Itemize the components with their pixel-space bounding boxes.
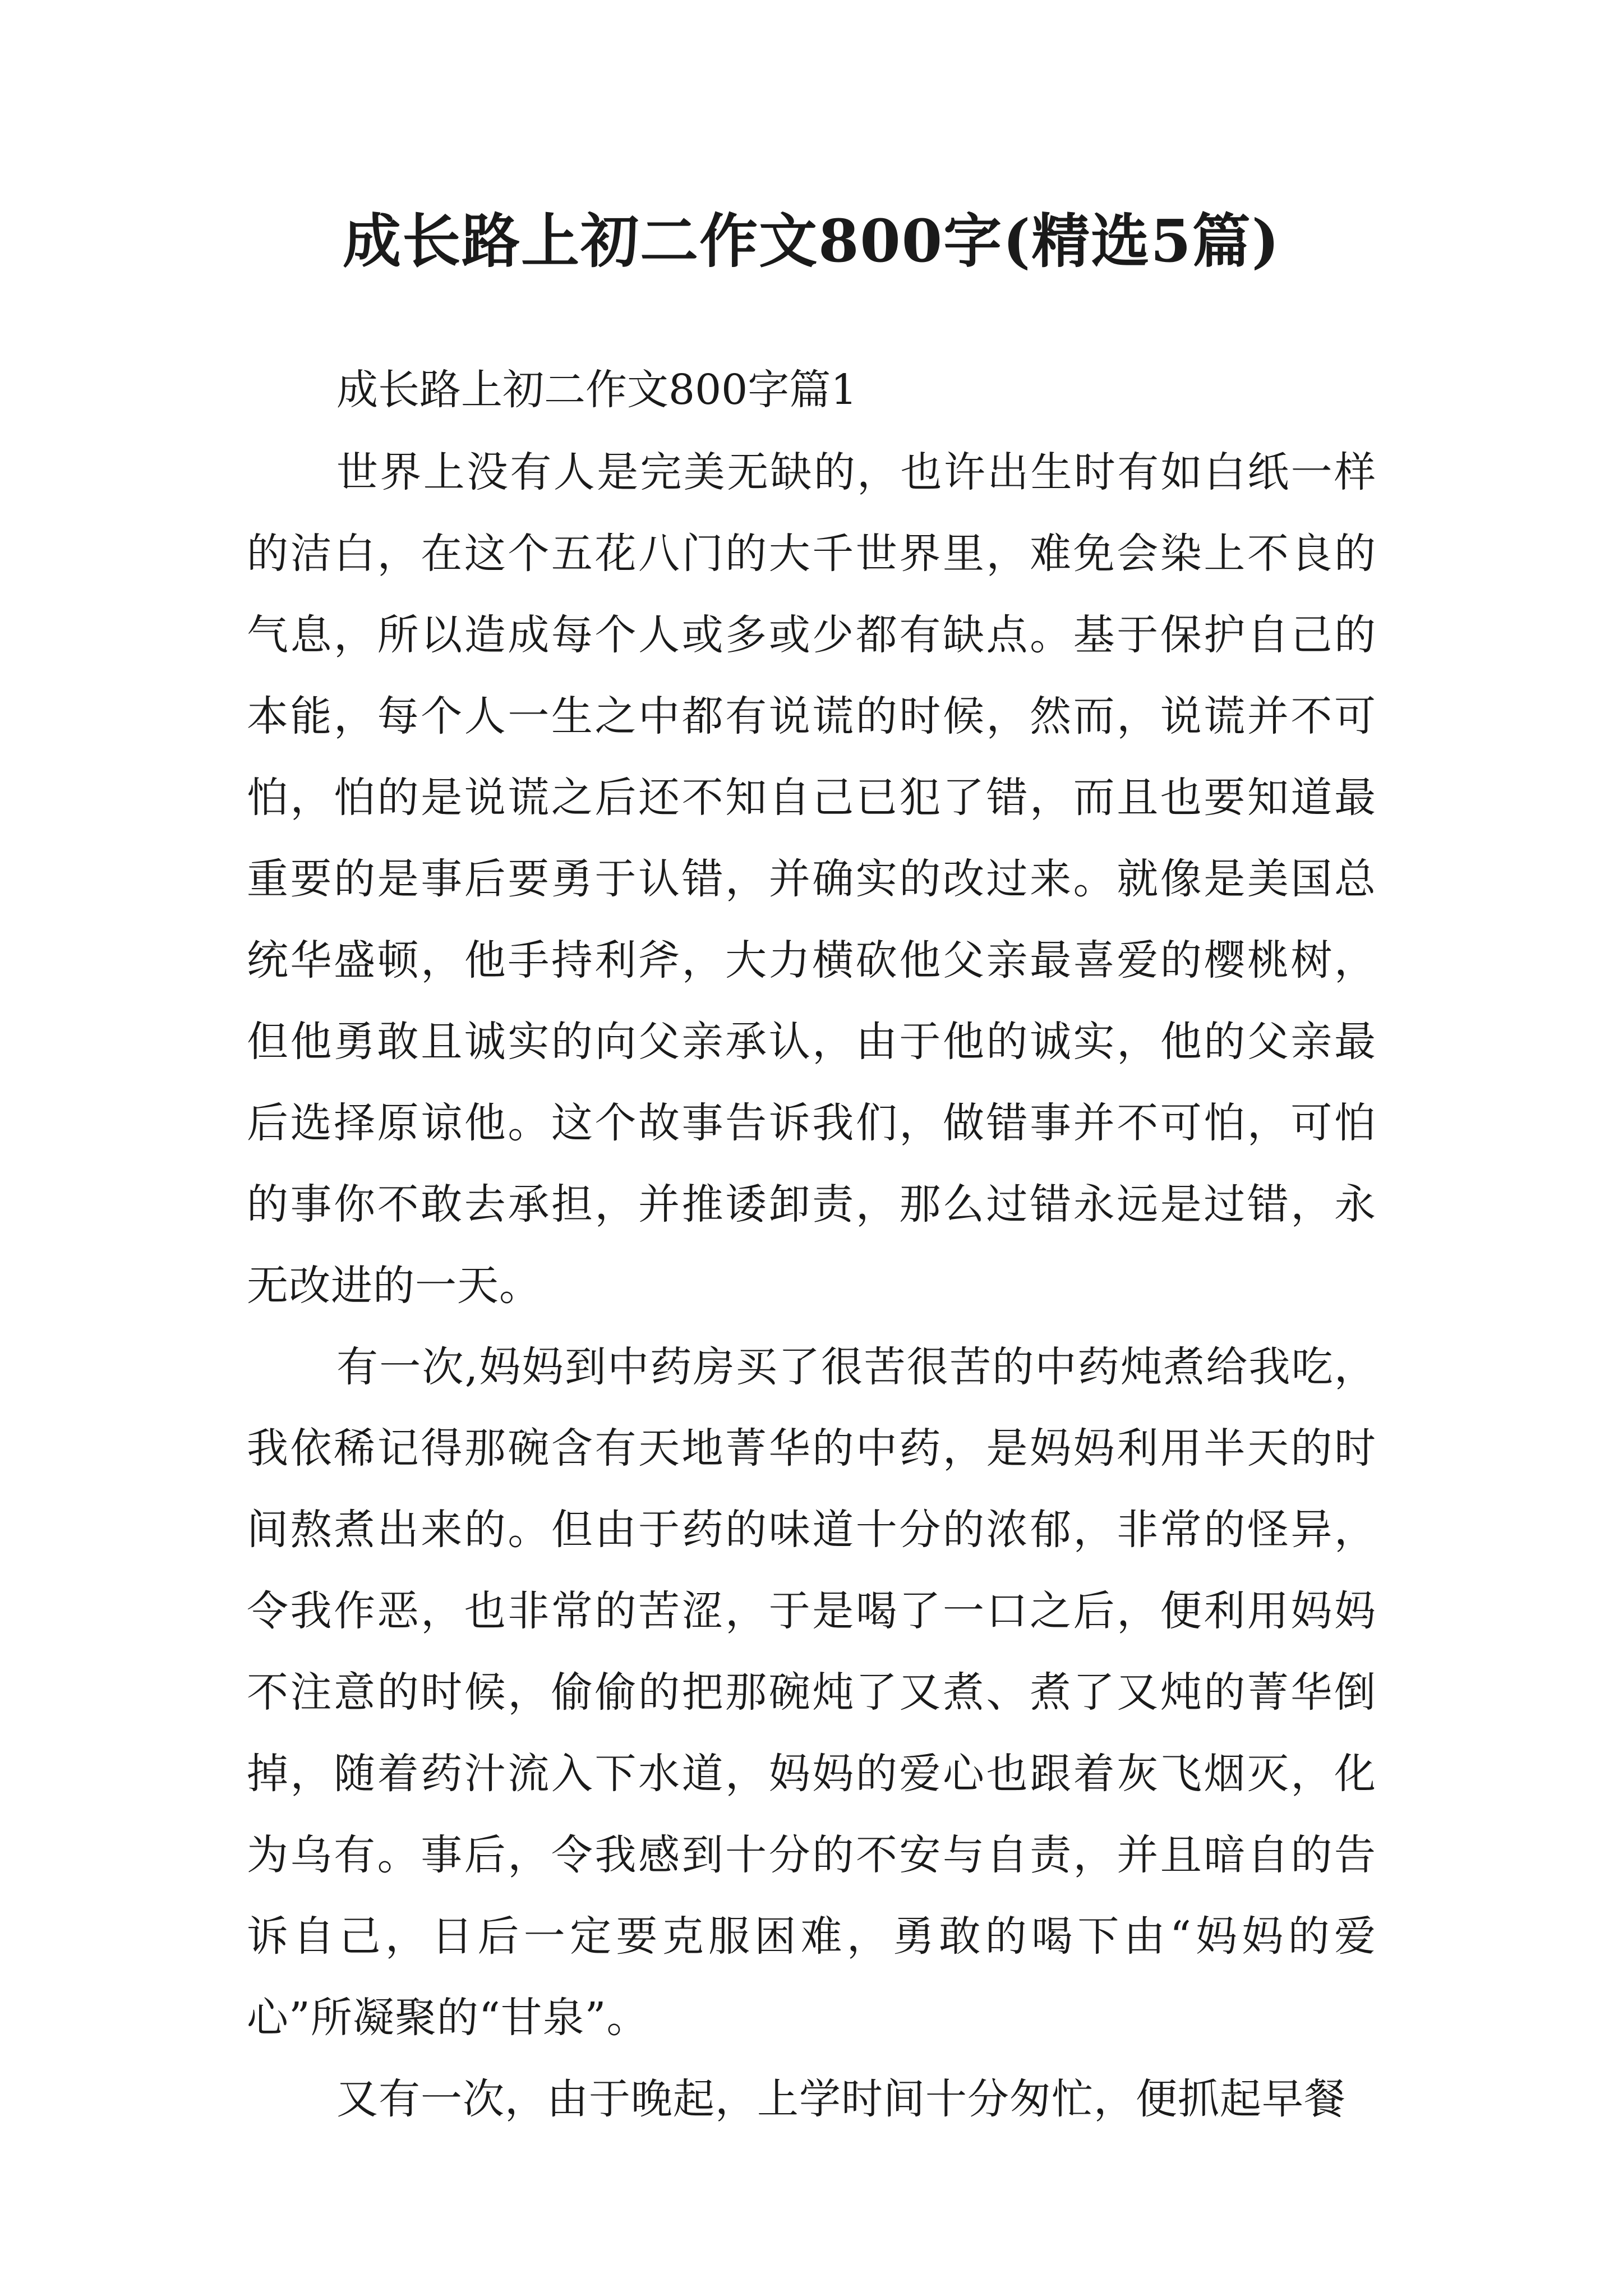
body-paragraph-3: 又有一次，由于晚起，上学时间十分匆忙，便抓起早餐 <box>336 2075 1346 2123</box>
document-body <box>247 348 1376 2140</box>
body-paragraph-2: 有一次,妈妈到中药房买了很苦很苦的中药炖煮给我吃，我依稀记得那碗含有天地菁华的中药，是妈妈利用半天的时间熬煮出来的。但由于药的味道十分的浓郁，非常的怪异，令我作恶，也非常的苦涩，于是喝了一口之后，便利用妈妈不注意的时候，偷偷的把那碗炖了又煮、煮了又炖的菁华倒掉，随着药汁流入下水道，妈妈的爱心也跟着灰飞烟灭，化为乌有。事后，令我感到十分的不安与自责，并且暗自的告诉自己，日后一定要克服困难，勇敢的喝下由“妈妈的爱心”所凝聚的“甘泉”。 <box>247 1343 1376 2042</box>
body-paragraph-1: 世界上没有人是完美无缺的，也许出生时有如白纸一样的洁白，在这个五花八门的大千世界里，难免会染上不良的气息，所以造成每个人或多或少都有缺点。基于保护自己的本能，每个人一生之中都有说谎的时候，然而，说谎并不可怕，怕的是说谎之后还不知自己已犯了错，而且也要知道最重要的是事后要勇于认错，并确实的改过来。就像是美国总统华盛顿，他手持利斧，大力横砍他父亲最喜爱的樱桃树，但他勇敢且诚实的向父亲承认，由于他的诚实，他的父亲最后选择原谅他。这个故事告诉我们，做错事并不可怕，可怕的事你不敢去承担，并推诿卸责，那么过错永远是过错，永无改进的一天。 <box>247 448 1376 1310</box>
document-title: 成长路上初二作文800字(精选5篇) <box>343 206 1280 275</box>
section-heading: 成长路上初二作文800字篇1 <box>336 366 857 414</box>
